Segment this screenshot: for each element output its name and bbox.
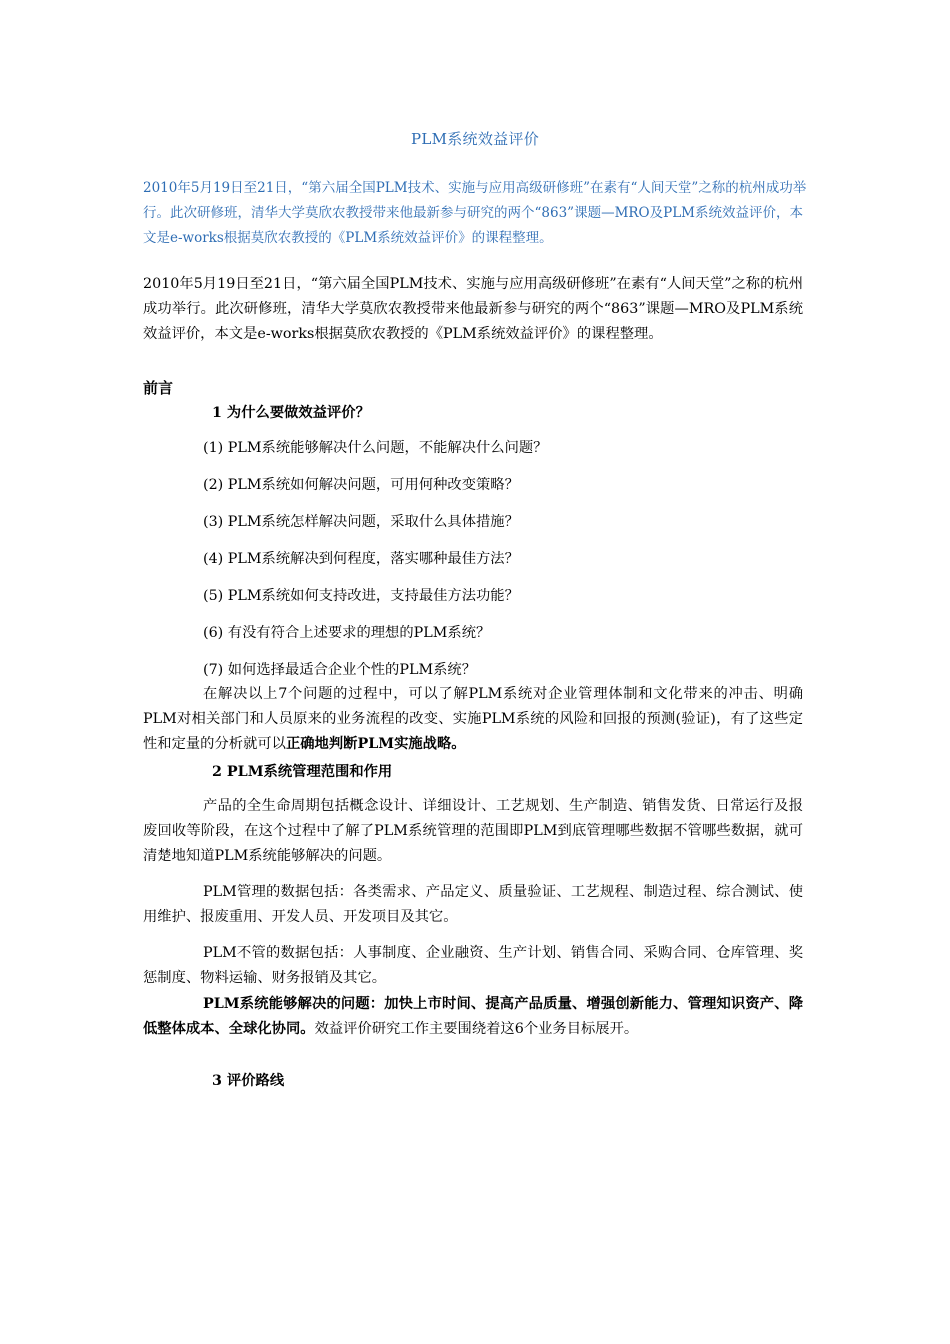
intro-paragraph: 2010年5月19日至21日，“第六届全国PLM技术、实施与应用高级研修班”在素有“人间天堂”之称的杭州成功举行。此次研修班，清华大学莫欣农教授带来他最新参与研究的两个“863”课题—MRO及PLM系统效益评价，本文是e-works根据莫欣农教授的《PLM系统效益评价》的课程整理。 — [143, 276, 803, 342]
section1-heading: 1 为什么要做效益评价？ — [212, 405, 370, 421]
question-4: (4) PLM系统解决到何程度，落实哪种最佳方法？ — [203, 551, 519, 567]
section2-heading: 2 PLM系统管理范围和作用 — [212, 764, 393, 780]
section2-paragraph-2: PLM管理的数据包括：各类需求、产品定义、质量验证、工艺规程、制造过程、综合测试、使用维护、报废重用、开发人员、开发项目及其它。 — [143, 884, 803, 925]
section2-paragraph-1: 产品的全生命周期包括概念设计、详细设计、工艺规划、生产制造、销售发货、日常运行及报废回收等阶段，在这个过程中了解了PLM系统管理的范围即PLM到底管理哪些数据不管哪些数据，就可清楚地知道PLM系统能够解决的问题。 — [143, 798, 803, 864]
document-title: PLM系统效益评价 — [410, 130, 540, 148]
problems-bold: PLM系统能够解决的问题：加快上市时间、提高产品质量、增强创新能力、管理知识资产、降低整体成本、全球化协同。 — [143, 996, 803, 1037]
preface-heading: 前言 — [143, 379, 174, 397]
question-1: (1) PLM系统能够解决什么问题，不能解决什么问题？ — [203, 440, 548, 456]
problems-text: 效益评价研究工作主要围绕着这6个业务目标展开。 — [314, 1021, 639, 1037]
section3-heading: 3 评价路线 — [212, 1073, 285, 1089]
summary-paragraph: 2010年5月19日至21日，“第六届全国PLM技术、实施与应用高级研修班”在素有“人间天堂”之称的杭州成功举行。此次研修班，清华大学莫欣农教授带来他最新参与研究的两个“863”课题—MRO及PLM系统效益评价，本文是e-works根据莫欣农教授的《PLM系统效益评价》的课程整理。 — [143, 180, 807, 246]
question-6: (6) 有没有符合上述要求的理想的PLM系统？ — [203, 625, 491, 641]
section2-paragraph-4 — [143, 992, 803, 1042]
question-2: (2) PLM系统如何解决问题，可用何种改变策略？ — [203, 477, 519, 493]
question-7: (7) 如何选择最适合企业个性的PLM系统？ — [203, 662, 477, 678]
section1-conclusion — [143, 682, 803, 757]
section2-paragraph-3: PLM不管的数据包括：人事制度、企业融资、生产计划、销售合同、采购合同、仓库管理、奖惩制度、物料运输、财务报销及其它。 — [143, 945, 803, 986]
conclusion-text: 在解决以上7个问题的过程中，可以了解PLM系统对企业管理体制和文化带来的冲击、明确PLM对相关部门和人员原来的业务流程的改变、实施PLM系统的风险和回报的预测(验证)，有了这些定性和定量的分析就可以 — [143, 686, 803, 752]
question-3: (3) PLM系统怎样解决问题，采取什么具体措施？ — [203, 514, 519, 530]
question-5: (5) PLM系统如何支持改进，支持最佳方法功能？ — [203, 588, 519, 604]
conclusion-bold: 正确地判断PLM实施战略。 — [285, 736, 466, 752]
